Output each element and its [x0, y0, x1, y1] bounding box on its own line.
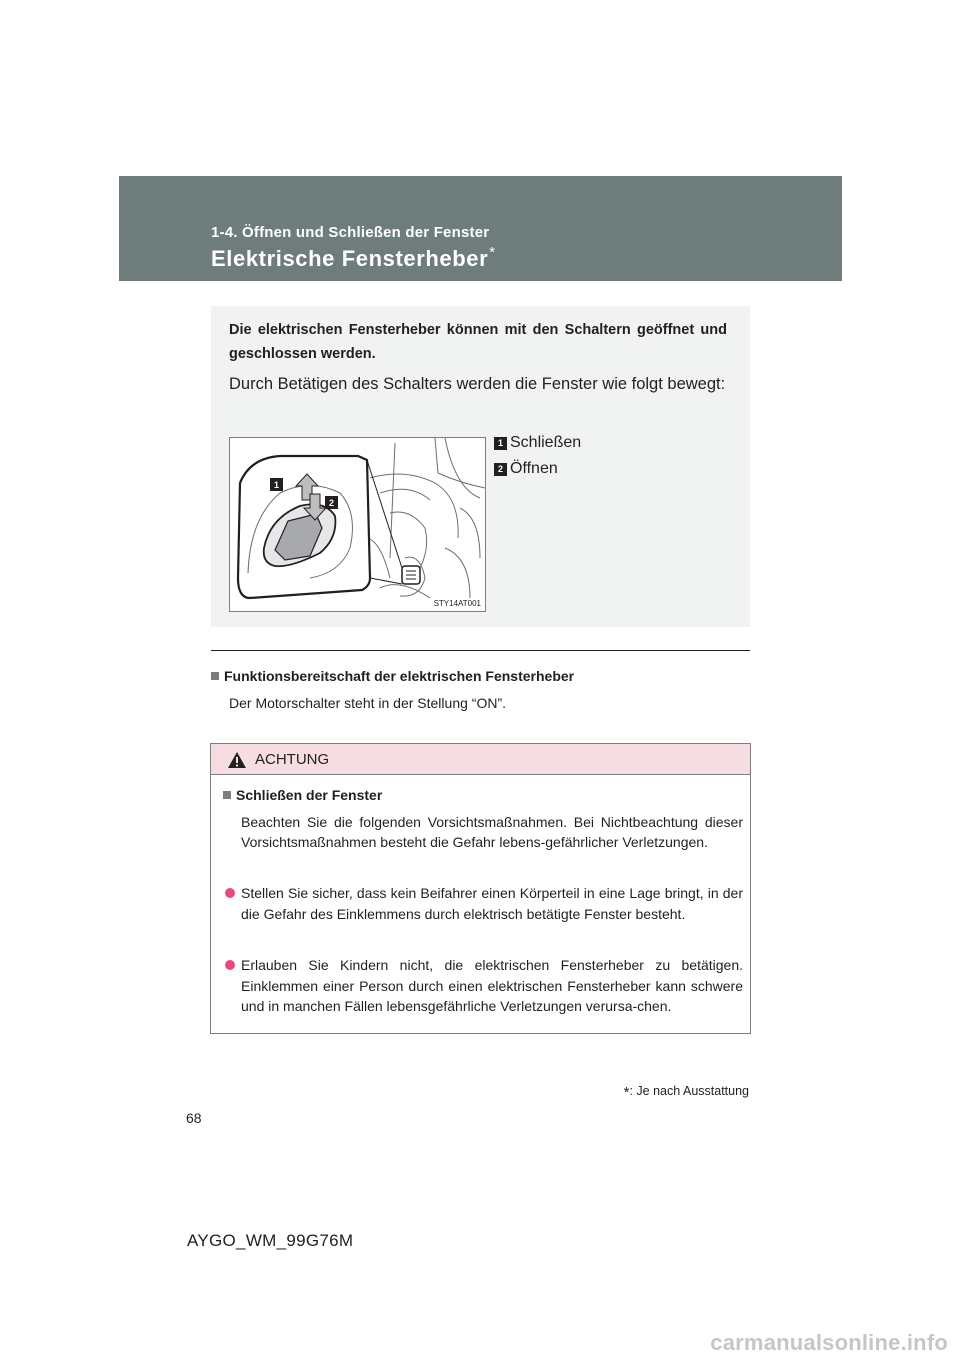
svg-text:2: 2 — [328, 498, 335, 508]
footnote-text: : Je nach Ausstattung — [629, 1084, 749, 1098]
warning-bullet — [225, 955, 743, 1017]
window-switch-drawing — [230, 438, 485, 611]
page-number: 68 — [186, 1110, 202, 1126]
note-heading — [211, 668, 574, 684]
chapter-header — [119, 176, 842, 281]
title-marker: * — [489, 244, 496, 261]
square-bullet-icon — [223, 791, 231, 799]
warning-triangle-icon — [227, 751, 247, 769]
intro-summary: Die elektrischen Fensterheber können mit den Schaltern geöffnet und geschlossen werden. — [229, 322, 727, 362]
note-text: Der Motorschalter steht in der Stellung “ON”. — [229, 695, 506, 711]
warning-bullet-text: Stellen Sie sicher, dass kein Beifahrer einen Körperteil in eine Lage bringt, in der die Gefahr des Einklemmens durch elektrisch betätigte Fenster besteht. — [241, 885, 743, 922]
intro-box — [211, 306, 750, 627]
warning-label: ACHTUNG — [255, 751, 330, 768]
callout-legend — [494, 430, 581, 482]
footnote — [624, 1082, 749, 1099]
warning-bullet — [225, 883, 743, 924]
window-switch-illustration — [229, 437, 486, 612]
callout-label: Öffnen — [510, 460, 558, 477]
footnote-marker: * — [623, 1084, 630, 1101]
square-bullet-icon — [211, 672, 219, 680]
callout-item — [494, 430, 581, 456]
intro-instructions: Durch Betätigen des Schalters werden die Fenster wie folgt bewegt: — [229, 375, 726, 393]
pink-dot-icon — [225, 888, 235, 898]
note-heading-text: Funktionsbereitschaft der elektrischen Fensterheber — [224, 668, 575, 684]
warning-bullet-text: Erlauben Sie Kindern nicht, die elektrischen Fensterheber zu betätigen. Einklemmen einer Person durch einen elektrischen Fensterheber kann schwere und in manchen Fällen lebensgefährliche Verletzungen verursa-chen. — [241, 957, 743, 1014]
page-title — [211, 246, 496, 272]
page-title-text: Elektrische Fensterheber — [211, 246, 489, 271]
warning-paragraph: Beachten Sie die folgenden Vorsichtsmaßnahmen. Bei Nichtbeachtung dieser Vorsichtsmaßnahmen besteht die Gefahr lebens-gefährlicher Verletzungen. — [241, 814, 743, 850]
callout-number: 2 — [494, 463, 507, 476]
watermark: carmanualsonline.info — [710, 1330, 948, 1355]
warning-header — [211, 744, 750, 775]
warning-heading — [223, 787, 382, 803]
section-title: 1-4. Öffnen und Schließen der Fenster — [211, 224, 490, 241]
divider — [211, 650, 750, 651]
warning-box — [210, 743, 751, 1034]
callout-label: Schließen — [510, 434, 582, 451]
svg-text:1: 1 — [273, 480, 280, 490]
figure-code: STY14AT001 — [433, 599, 481, 608]
warning-heading-text: Schließen der Fenster — [236, 787, 383, 803]
callout-number: 1 — [494, 437, 507, 450]
callout-item — [494, 456, 581, 482]
document-code: AYGO_WM_99G76M — [187, 1231, 354, 1250]
pink-dot-icon — [225, 960, 235, 970]
